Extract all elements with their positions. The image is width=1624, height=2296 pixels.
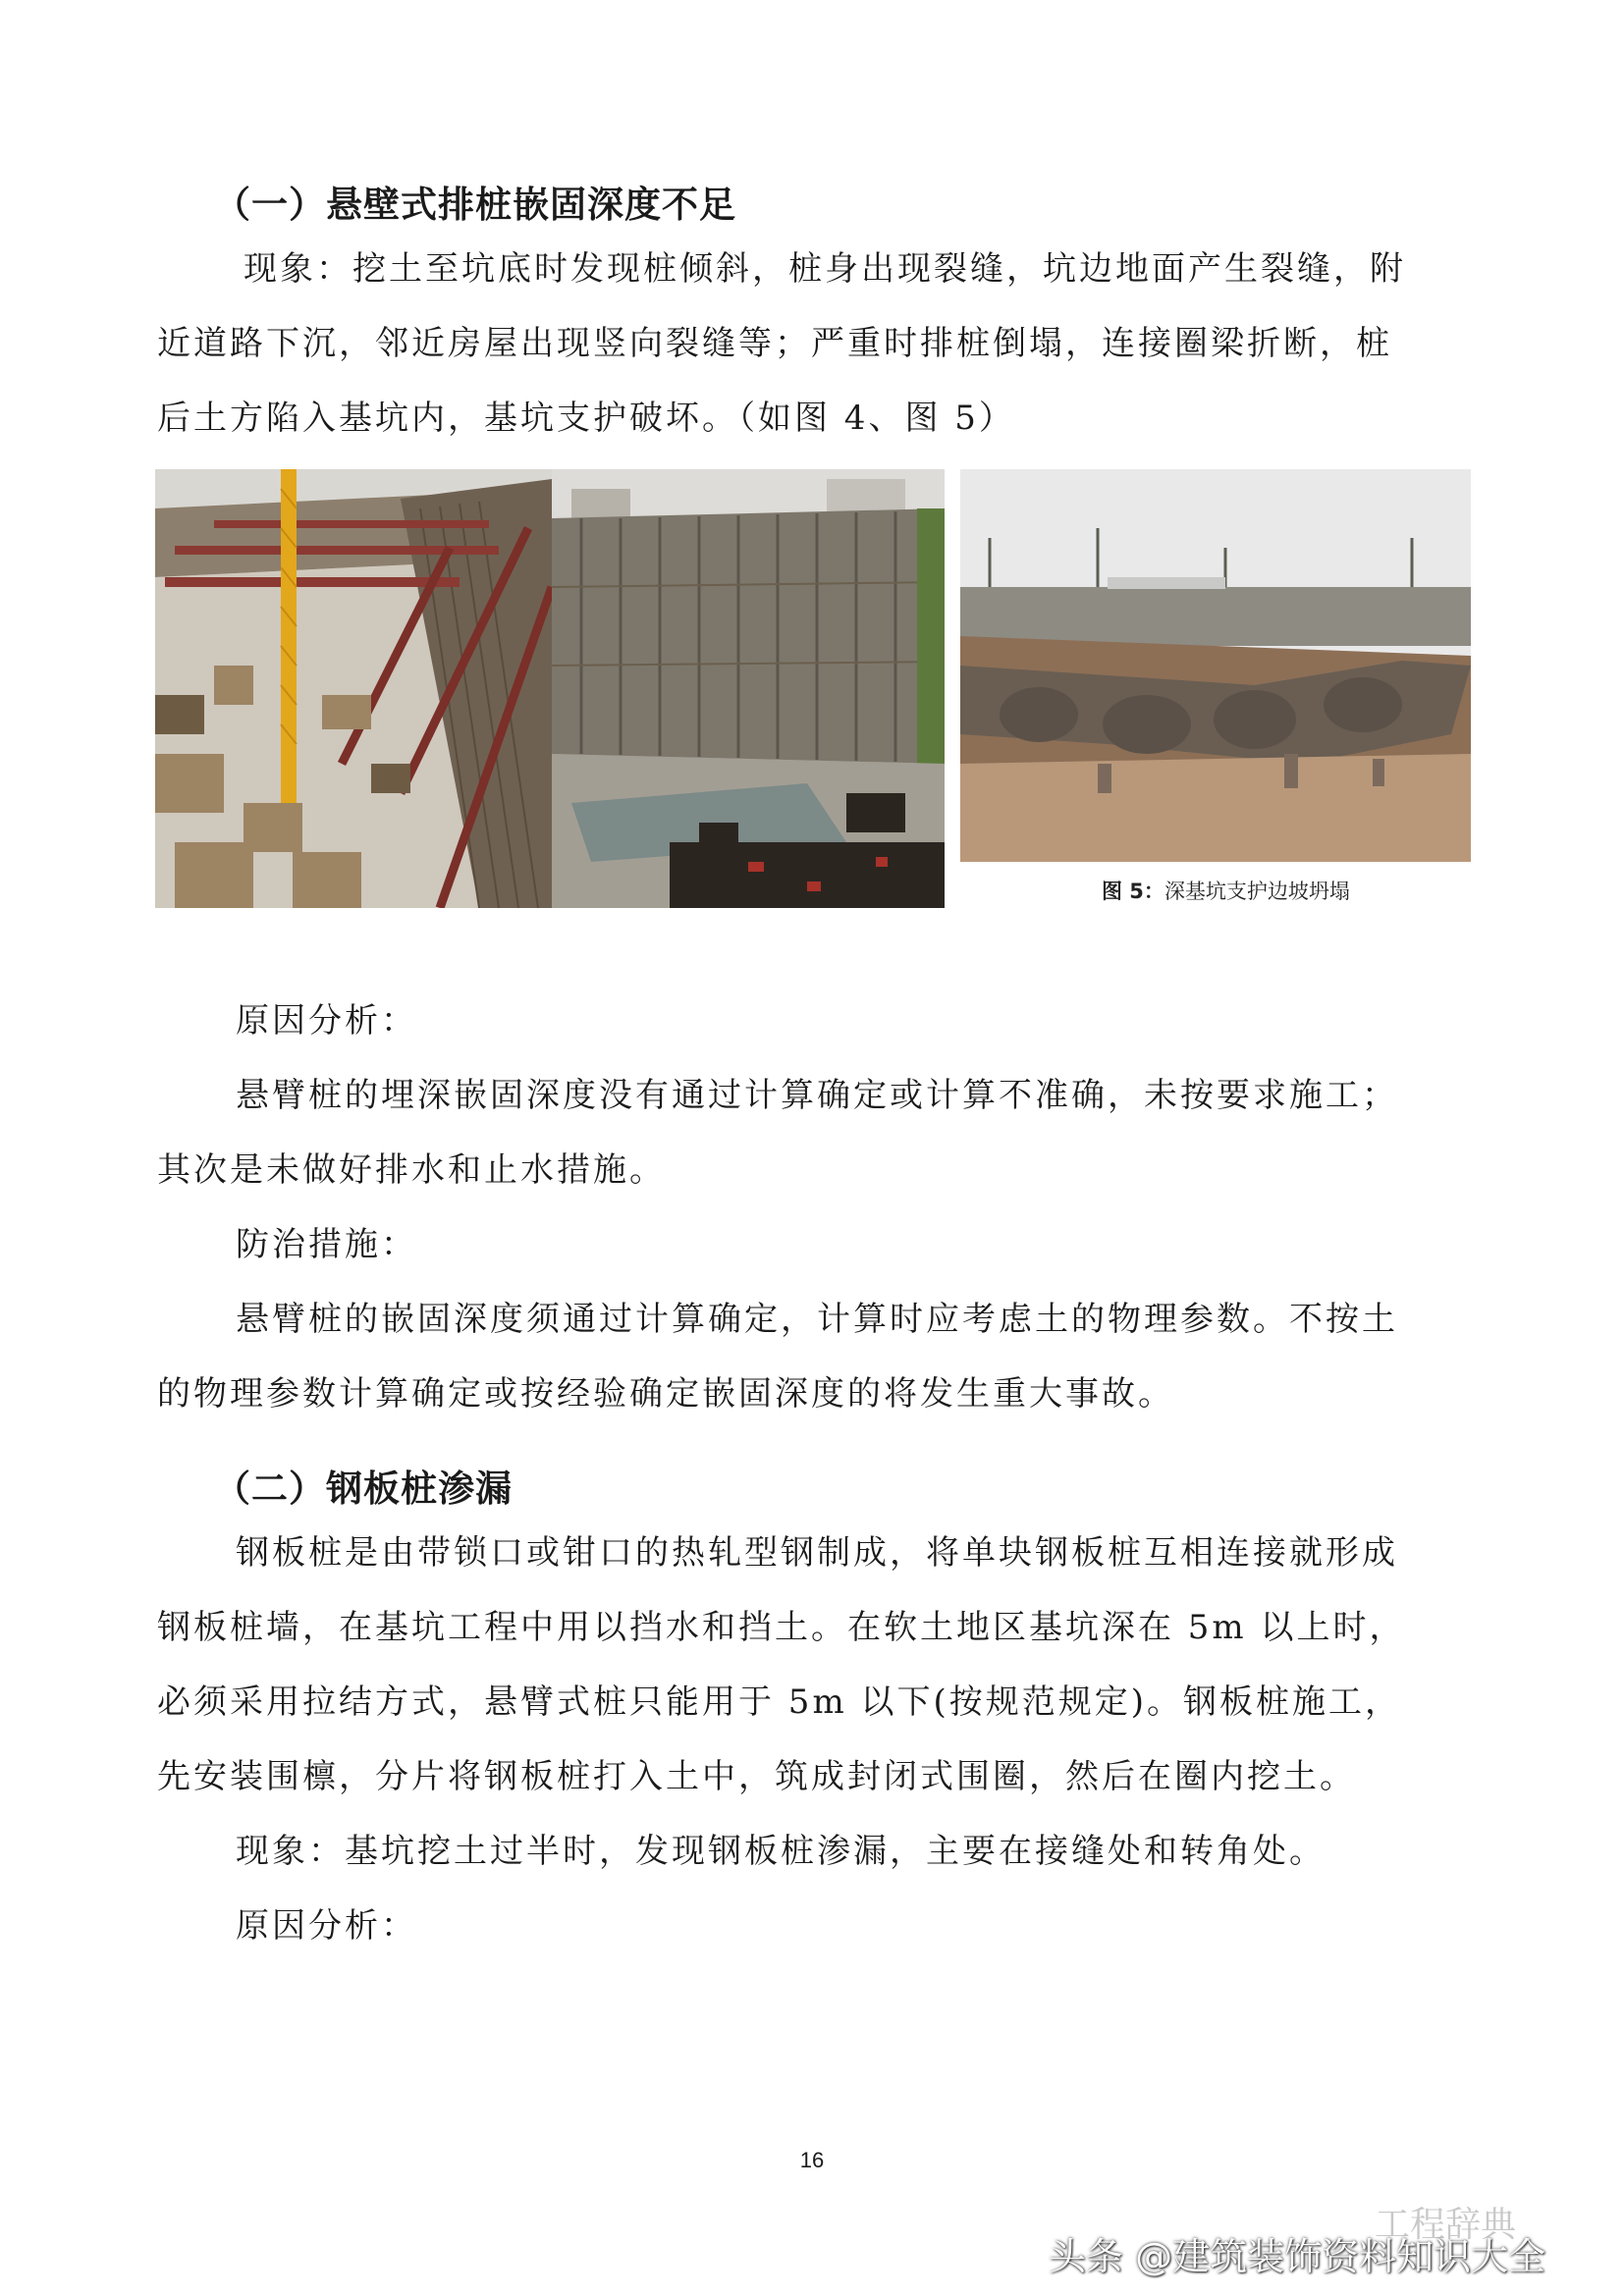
section-2-heading: （二）钢板桩渗漏 — [214, 1468, 513, 1510]
text-line: 悬臂桩的嵌固深度须通过计算确定，计算时应考虑土的物理参数。不按土 — [236, 1300, 1398, 1339]
text-line: 钢板桩是由带锁口或钳口的热轧型钢制成，将单块钢板桩互相连接就形成 — [236, 1533, 1398, 1573]
caption-label: 图 5： — [1102, 880, 1164, 903]
text-line: 钢板桩墙，在基坑工程中用以挡水和挡土。在软土地区基坑深在 5m 以上时， — [157, 1608, 1406, 1647]
section-2-body — [157, 1516, 1463, 1963]
text-line: 悬臂桩的埋深嵌固深度没有通过计算确定或计算不准确，未按要求施工； — [236, 1076, 1398, 1115]
sheet-pile-wall-photo — [552, 469, 945, 908]
text-line: 后土方陷入基坑内，基坑支护破坏。（如图 4、图 5） — [157, 399, 1015, 438]
cause-title: 原因分析： — [236, 1001, 417, 1041]
prevention-title: 防治措施： — [236, 1225, 417, 1264]
figure-5-caption — [1102, 876, 1350, 905]
section-1-heading: （一）悬壁式排桩嵌固深度不足 — [214, 184, 736, 226]
excavation-strut-photo — [155, 469, 552, 908]
text-line: 现象：挖土至坑底时发现桩倾斜，桩身出现裂缝，坑边地面产生裂缝，附 — [244, 249, 1406, 289]
text-line: 必须采用拉结方式，悬臂式桩只能用于 5m 以下(按规范规定)。钢板桩施工， — [157, 1682, 1402, 1722]
figure-strip — [155, 469, 1471, 908]
watermark-logo: 工程辞典 — [1375, 2205, 1517, 2245]
slope-collapse-photo — [960, 469, 1471, 862]
section-1-cause — [157, 984, 1463, 1431]
cause-title: 原因分析： — [236, 1906, 417, 1946]
page-number: 16 — [799, 2148, 825, 2172]
text-line: 其次是未做好排水和止水措施。 — [157, 1150, 666, 1190]
text-line: 现象：基坑挖土过半时，发现钢板桩渗漏，主要在接缝处和转角处。 — [236, 1832, 1326, 1871]
text-line: 近道路下沉，邻近房屋出现竖向裂缝等；严重时排桩倒塌，连接圈梁折断，桩 — [157, 324, 1392, 363]
section-1-phenomenon — [157, 232, 1463, 455]
text-line: 的物理参数计算确定或按经验确定嵌固深度的将发生重大事故。 — [157, 1374, 1174, 1414]
text-line: 先安装围檩，分片将钢板桩打入土中，筑成封闭式围圈，然后在圈内挖土。 — [157, 1757, 1356, 1796]
caption-text: 深基坑支护边坡坍塌 — [1164, 880, 1350, 903]
watermark: 头条 @建筑装饰资料知识大全 — [1049, 2235, 1546, 2278]
